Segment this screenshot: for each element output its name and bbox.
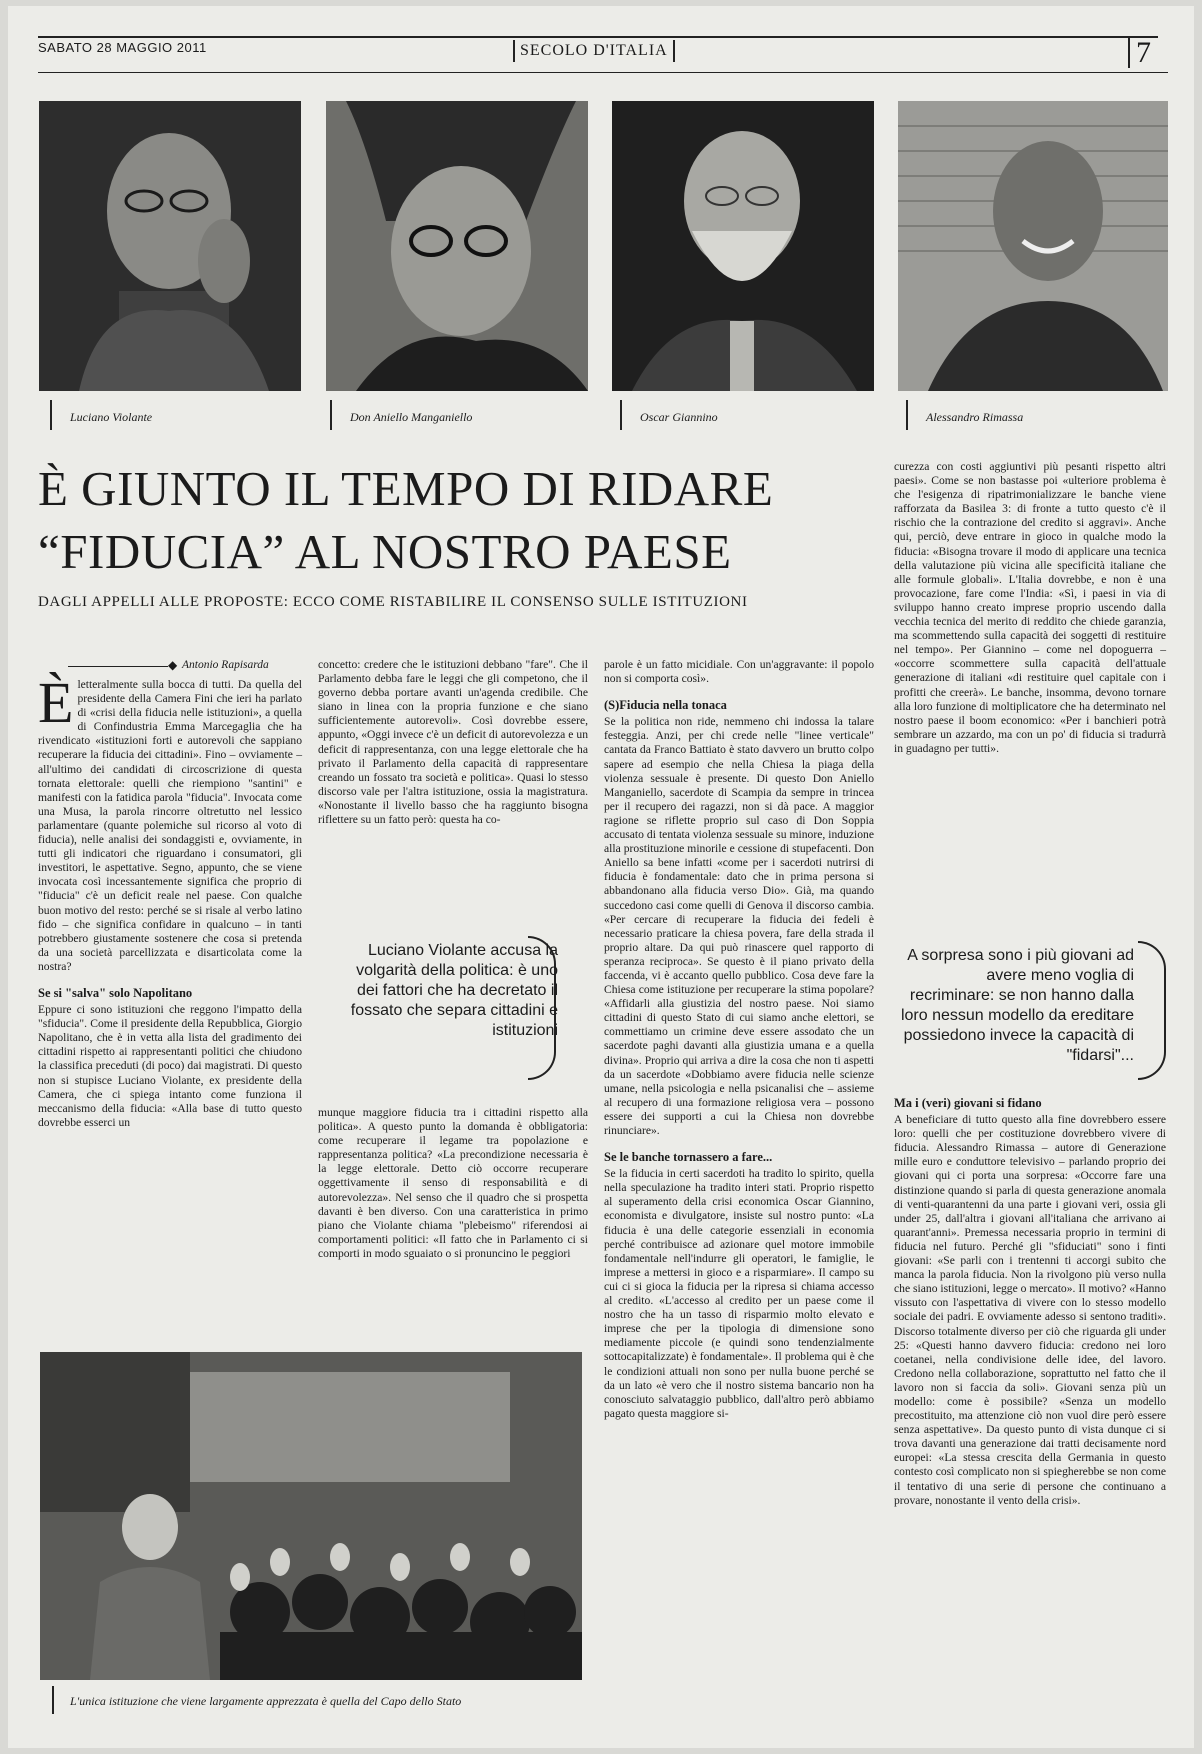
article-column-4-bottom [894,1096,1166,1508]
photo-don-aniello-manganiello [326,101,588,391]
article-column-3 [604,658,874,1421]
col1-paragraph-1: letteralmente sulla bocca di tutti. Da quella del presidente della Camera Fini che ieri ha parlato di «crisi della fiducia nelle istituzioni», a quella di Confindustria Emma Marcegaglia che ha rivendicato «istituzioni forti e autorevoli che sappiano recuperare la fiducia dei cittadini». Fino – ovviamente – all'ultimo dei candidati di circoscrizione di questa tornata elettorale: quelli che riempiono "santini" e manifesti con la fatidica parola "fiducia". Invocata come una Musa, la parola rincorre oltretutto nel lessico parlamentare (quante polemiche sul ricorso al voto di fiducia), nelle analisi dei sondaggisti e, ovviamente, in tutti gli indicatori che riguardano i consumatori, gli investitori, le aspettative. Segno, appunto, che se viene invocata così incessantemente significa che proprio di "fiducia" c'è un deficit reale nel paese. Con qualche buon motivo del resto: perché se si risale al verbo latino fido – che significa confidare in qualcuno – in tanti potrebbero giustamente sostenere che cosa si pretenda da una società parcellizzata e disarticolata come la nostra? [38,678,302,973]
page-number-bar [1128,38,1130,68]
pullquote-2-brace [1138,941,1166,1080]
bottom-photo-caption: L'unica istituzione che viene largamente apprezzata è quella del Capo dello Stato [70,1694,462,1708]
drop-cap: È [38,670,74,735]
article-column-2-top [318,658,588,827]
issue-date: SABATO 28 MAGGIO 2011 [38,40,207,55]
header-bottom-rule [38,72,1168,73]
col2-paragraph-2: munque maggiore fiducia tra i cittadini rispetto alla politica». A questo punto la domanda è obbligatoria: come recuperare il legame tra popolazione e rappresentanza politica? «La precondizione necessaria è la legge elettorale. Detto ciò occorre recuperare oggettivamente il senso di responsabilità e di autorevolezza». Nel senso che il quadro che si prospetta davanti è ben diverso. Con una caratteristica in primo piano che Violante chiama "plebeismo" riferendosi ai comportamenti politici: «Il fatto che in Parlamento ci si comporti in modo sguaiato o si pronuncino le peggiori [318,1106,588,1260]
caption-oscar-giannino: Oscar Giannino [640,410,718,424]
masthead-right-bar [673,40,675,62]
pullquote-2: A sorpresa sono i più giovani ad avere meno voglia di recriminare: se non hanno dalla loro nessun modello da ereditare possiedono invece la capacità di "fidarsi"... [900,947,1134,1064]
photo-alessandro-rimassa [898,101,1168,391]
photo-oscar-giannino [612,101,874,391]
col3-paragraph-1: parole è un fatto micidiale. Con un'aggravante: il popolo non si comporta così». [604,658,874,686]
article-column-4-top [894,460,1166,756]
caption-don-aniello-manganiello: Don Aniello Manganiello [350,410,473,424]
page-number: 7 [1136,36,1151,69]
masthead: SECOLO D'ITALIA [520,42,668,59]
photo-luciano-violante [39,101,301,391]
subheading-banche: Se le banche tornassero a fare... [604,1150,773,1165]
caption-luciano-violante: Luciano Violante [70,410,153,424]
subheadline: DAGLI APPELLI ALLE PROPOSTE: ECCO COME RISTABILIRE IL CONSENSO SULLE ISTITUZIONI [38,594,748,610]
headline-line-2: “FIDUCIA” AL NOSTRO PAESE [38,524,732,579]
subheading-giovani: Ma i (veri) giovani si fidano [894,1096,1042,1110]
col1-paragraph-2: Eppure ci sono istituzioni che reggono l'impatto della "sfiducia". Come il presidente della Repubblica, Giorgio Napolitano, che è in vetta alla lista del gradimento dei cittadini rispetto ai rappresentanti politici che chiudono la classifica preceduti (di poco) dai magistrati. Di questo non si stupisce Luciano Violante, ex presidente della Camera, che ci spiega intanto come funziona il meccanismo della fiducia: «Alla base di tutto questo dovrebbe esserci un [38,1003,302,1129]
newspaper-page [8,6,1194,1748]
caption-bar-3 [620,400,622,430]
col3-paragraph-3: Se la fiducia in certi sacerdoti ha tradito lo spirito, quella nella speculazione ha tradito interi stati. Proprio rispetto al superamento della crisi economica Oscar Giannino, economista e divulgatore, insiste sul nostro punto: «La fiducia è una delle categorie essenziali in economia perché contribuisce ad azionare quel motore immobile fondamentale nell'indurre gli operatori, le famiglie, le imprese a mettersi in gioco e a risparmiare». Il campo su cui ci si gioca la fiducia per la ripresa si chiama accesso al credito. «L'accesso al credito per un paese come il nostro che ha un tasso di risparmio molto elevato e imprese che per la tipologia di dimensione sono mediamente piccole (e quindi sono tendenzialmente sottocapitalizzate) è fondamentale». Il problema qui è che le condizioni attuali non sono per nulla buone perché se da un lato «è vero che il nostro sistema bancario non ha conosciuto salvataggio pubblico, dall'altro però abbiamo pagato questa maggiore si- [604,1167,874,1420]
byline: Antonio Rapisarda [182,659,269,671]
byline-rule [68,666,168,667]
headline-line-1: È GIUNTO IL TEMPO DI RIDARE [38,461,774,516]
caption-bar-1 [50,400,52,430]
col3-paragraph-2: Se la politica non ride, nemmeno chi indossa la talare festeggia. Anzi, per chi crede nelle "linee verticale" cantata da Franco Battiato è stato davvero un brutto colpo sapere ad esempio che nella Chiesa la piaga della violenza sessuale è presente. Di questo Don Aniello Manganiello, sacerdote di Scampia da sempre in trincea per il recupero dei ragazzi, non si dà pace. A maggior ragione se riflette proprio sul caso di Don Soppia accusato di tentata violenza sessuale su minore, induzione alla prostituzione minorile e cessione di stupefacenti. Don Aniello sa bene infatti «come per i sacerdoti nutrirsi di fiducia è fondamentale: dato che in prima persona si abbandonano alla fiducia verso Dio». Già, ma quando succedono casi come quelli di Genova il discorso cambia. «Per cercare di recuperare la fiducia dei fedeli è necessario praticare la chiesa povera, fare della strada il proprio altare. Da qui può rinascere quel rapporto di speranza reciproca». Se questo è il piano privato della faccenda, vi è accanto quello pubblico. Cosa deve fare la Chiesa come istituzione per recuperare la stima popolare? «Affidarli alla giustizia del nostro paese. Noi siamo cittadini di questo Stato di cui siamo anche elettori, se commettiamo un crimine deve essere assodato che un sacerdote paghi davanti alla giustizia umana e a quella divina». Proprio qui arriva a dire la cosa che non ti aspetti da un sacerdote «Dobbiamo avere fiducia nelle scienze umane, nella psicologia e nella psicanalisi che – assieme al recupero di una formazione religiosa vera – possono essere dei supporti a cui la Chiesa non dovrebbe rinunciare». [604,715,874,1137]
col2-paragraph-1: concetto: credere che le istituzioni debbano "fare". Che il Parlamento debba fare le leggi che gli competono, che il governo debba portare avanti un'agenda credibile. Che siano in linea con la propria funzione e che siano sufficientemente autorevoli». Così dovrebbe essere, appunto, «Oggi invece c'è un deficit di autorevolezza e un deficit di rappresentanza, con una legge elettorale che ha privato il Parlamento della capacità di rappresentare creando un fossato tra società e politica». Quasi lo stesso discorso vale per l'altra istituzione, ossia la magistratura. «Nonostante il livello basso che ha raggiunto bisogna riflettere su un fatto però: questa ha co- [318,658,588,827]
caption-alessandro-rimassa: Alessandro Rimassa [926,410,1024,424]
col4-paragraph-1: curezza con costi aggiuntivi più pesanti rispetto altri paesi». Come se non bastasse poi «ulteriore problema è che l'esigenza di ripatrimonializzare le banche viene rafforzata da Basilea 3: di fronte a tutto questo c'è il rischio che la contrazione del credito si aggravi». Anche qui, perciò, deve entrare in gioco in qualche modo la fiducia: «Bisogna trovare il modo di applicare una tecnica della valutazione più vicina alle specificità italiane che alle formule globali». L'Italia dovrebbe, e non è una provocazione, fare come l'India: «Sì, i paesi in via di sviluppo hanno creato imprese proprio uscendo dalla vecchia tecnica del merito di reddito che chiede garanzia, ma scommettendo sulla capacità dei soggetti di restituire nel tempo». Per Giannino – come nel dopoguerra – «occorre scommettere sulla capacità dell'attuale generazione di italiani «di restituire quel capitale con i profitti che creerà». Le banche, insomma, devono tornare alla loro funzione di moltiplicatore che ha determinato nel nostro paese il boom economico: «Per i banchieri potrà sembrare un azzardo, ma con un po' di fiducia si tradurrà in guadagno per tutti». [894,460,1166,755]
article-column-2-bottom [318,1106,588,1261]
photo-napolitano-with-children [40,1352,582,1680]
byline-diamond: ◆ [168,658,178,672]
masthead-left-bar [513,40,515,62]
subheading-fiducia-nella-tonaca: (S)Fiducia nella tonaca [604,698,727,713]
bottom-caption-bar [52,1686,54,1714]
col4-paragraph-2: A beneficiare di tutto questo alla fine dovrebbero essere loro: quelli che per costituzione dovrebbero vivere di fiducia. Alessandro Rimassa – autore di Generazione mille euro e conduttore televisivo – parlando proprio dei giovani qui ci porta una sorpresa: «Occorre fare una distinzione quando si parla di questa generazione anomala di venti-quarantenni da una parte i giovani veri, ossia gli under 25, dall'altra i giovani all'italiana che arrivano ai quarant'anni». Premessa necessaria proprio in termini di fiducia nel futuro. Perché gli "sfiduciati" sono i finti giovani: «Se parli con i trentenni ti accorgi subito che manca la parola fiducia. Non la rivolgono più verso nulla che siano istituzioni, legge o mercato». Il motivo? «Hanno vissuto con l'aspettativa di vivere con lo stesso modello sociale dei padri. E ovviamente adesso si sentono traditi». Discorso totalmente diverso per ciò che riguarda gli under 25: «Questi hanno davvero fiducia: credono nei loro coetanei, nella condivisione delle idee, del lavoro. Credono nella collaborazione, soprattutto nel fatto che il lavoro non si faccia da soli». Giovani senza più un modello: come è possibile? «Senza un modello precostituito, ma attenzione ciò non vuol dire però essere senza aspettative». Da questo punto di vista dunque ci si trova davanti una generazione dai tratti decisamente nord europei: «La stessa crescita della Germania in questo contesto così complicato non si spiegherebbe se non come il tentativo di una serie di persone che continuano a provare, nonostante il vento della crisi». [894,1113,1166,1507]
pullquote-1: Luciano Violante accusa la volgarità della politica: è uno dei fattori che ha decretato il fossato che separa cittadini e istituzioni [350,942,558,1039]
caption-bar-4 [906,400,908,430]
caption-bar-2 [330,400,332,430]
header-top-rule [38,36,1158,38]
subheading-napolitano: Se si "salva" solo Napolitano [38,985,193,1000]
article-column-1 [38,670,302,1130]
